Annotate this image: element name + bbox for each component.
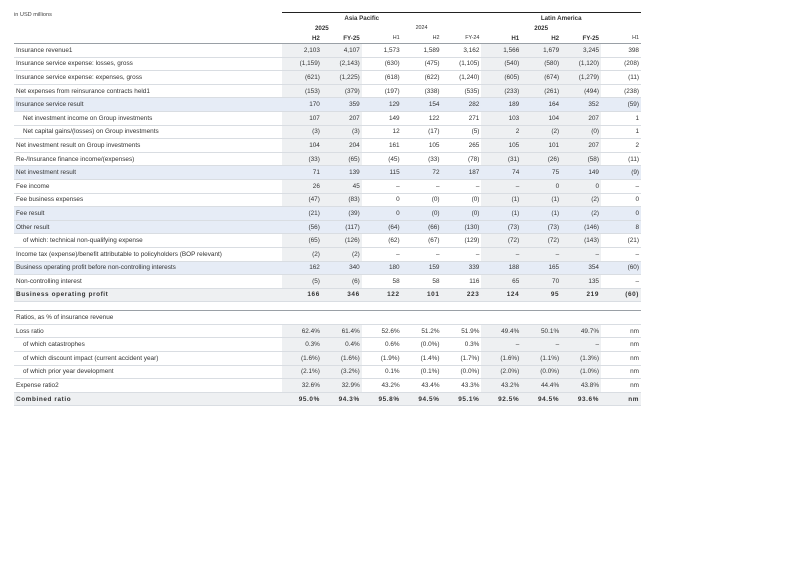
- value-cell: 149: [561, 166, 601, 180]
- table-row: [14, 247, 641, 261]
- value-cell: 101: [521, 139, 561, 153]
- value-cell: (233): [481, 84, 521, 98]
- value-cell: 3,162: [442, 44, 482, 58]
- column-header: FY-24: [442, 33, 482, 44]
- value-cell: 58: [362, 275, 402, 289]
- row-label: Net investment result on Group investments: [14, 139, 282, 153]
- value-cell: 43.4%: [402, 379, 442, 393]
- table-row: [14, 220, 641, 234]
- value-cell: 49.7%: [561, 324, 601, 338]
- value-cell: 0.4%: [322, 338, 362, 352]
- value-cell: (56): [282, 220, 322, 234]
- row-label: Other result: [14, 220, 282, 234]
- value-cell: 104: [521, 111, 561, 125]
- value-cell: 219: [561, 288, 601, 302]
- value-cell: (621): [282, 71, 322, 85]
- row-label: Business operating profit before non-controlling interests: [14, 261, 282, 275]
- value-cell: 94.5%: [521, 392, 561, 406]
- value-cell: 8: [601, 220, 641, 234]
- value-cell: 93.6%: [561, 392, 601, 406]
- value-cell: 129: [362, 98, 402, 112]
- value-cell: (605): [481, 71, 521, 85]
- value-cell: (535): [442, 84, 482, 98]
- value-cell: 95.8%: [362, 392, 402, 406]
- row-label: Business operating profit: [14, 288, 282, 302]
- ratios-title: Ratios, as % of insurance revenue: [14, 311, 641, 325]
- value-cell: (9): [601, 166, 641, 180]
- value-cell: nm: [601, 338, 641, 352]
- table-row: [14, 166, 641, 180]
- value-cell: (1.6%): [282, 352, 322, 366]
- value-cell: (2.0%): [481, 365, 521, 379]
- table-row: [14, 338, 641, 352]
- value-cell: 43.8%: [561, 379, 601, 393]
- value-cell: –: [402, 247, 442, 261]
- value-cell: 94.5%: [402, 392, 442, 406]
- value-cell: 49.4%: [481, 324, 521, 338]
- value-cell: (11): [601, 152, 641, 166]
- table-row: [14, 352, 641, 366]
- value-cell: (1.6%): [481, 352, 521, 366]
- table-row: [14, 288, 641, 302]
- value-cell: 44.4%: [521, 379, 561, 393]
- value-cell: (6): [322, 275, 362, 289]
- value-cell: (83): [322, 193, 362, 207]
- value-cell: (1,225): [322, 71, 362, 85]
- value-cell: 162: [282, 261, 322, 275]
- value-cell: 359: [322, 98, 362, 112]
- row-label: Insurance service expense: losses, gross: [14, 57, 282, 71]
- value-cell: (1): [521, 193, 561, 207]
- table-row: [14, 207, 641, 221]
- value-cell: (208): [601, 57, 641, 71]
- value-cell: (59): [601, 98, 641, 112]
- value-cell: 72: [402, 166, 442, 180]
- value-cell: 61.4%: [322, 324, 362, 338]
- value-cell: (62): [362, 234, 402, 248]
- value-cell: –: [521, 338, 561, 352]
- value-cell: (47): [282, 193, 322, 207]
- value-cell: –: [601, 275, 641, 289]
- header-blank: [14, 13, 282, 24]
- value-cell: (21): [282, 207, 322, 221]
- value-cell: (1): [481, 193, 521, 207]
- value-cell: (1.6%): [322, 352, 362, 366]
- value-cell: (379): [322, 84, 362, 98]
- table-row: [14, 152, 641, 166]
- table-row: [14, 234, 641, 248]
- value-cell: 207: [561, 111, 601, 125]
- value-cell: (238): [601, 84, 641, 98]
- value-cell: nm: [601, 324, 641, 338]
- value-cell: (1.0%): [561, 365, 601, 379]
- value-cell: (65): [322, 152, 362, 166]
- value-cell: (2): [561, 207, 601, 221]
- value-cell: 71: [282, 166, 322, 180]
- table-row: [14, 392, 641, 406]
- value-cell: (0): [402, 193, 442, 207]
- row-label: Net investment income on Group investments: [14, 111, 282, 125]
- row-label: of which prior year development: [14, 365, 282, 379]
- value-cell: (261): [521, 84, 561, 98]
- value-cell: 180: [362, 261, 402, 275]
- value-cell: 0: [601, 207, 641, 221]
- value-cell: 2: [601, 139, 641, 153]
- value-cell: 282: [442, 98, 482, 112]
- value-cell: 43.3%: [442, 379, 482, 393]
- value-cell: (3.2%): [322, 365, 362, 379]
- value-cell: –: [442, 179, 482, 193]
- value-cell: 340: [322, 261, 362, 275]
- value-cell: 352: [561, 98, 601, 112]
- value-cell: nm: [601, 352, 641, 366]
- row-label: Net investment result: [14, 166, 282, 180]
- region-name: Latin America: [481, 13, 641, 24]
- value-cell: 1,589: [402, 44, 442, 58]
- value-cell: 1: [601, 125, 641, 139]
- value-cell: (2): [521, 125, 561, 139]
- value-cell: (0): [402, 207, 442, 221]
- value-cell: 0.1%: [362, 365, 402, 379]
- header-blank: [14, 33, 282, 44]
- region-name: Asia Pacific: [282, 13, 442, 24]
- column-header: H1: [362, 33, 402, 44]
- value-cell: 45: [322, 179, 362, 193]
- value-cell: (1.1%): [521, 352, 561, 366]
- value-cell: nm: [601, 379, 641, 393]
- table-row: [14, 379, 641, 393]
- value-cell: 95.0%: [282, 392, 322, 406]
- value-cell: –: [561, 338, 601, 352]
- table-row: [14, 261, 641, 275]
- row-label: of which catastrophes: [14, 338, 282, 352]
- value-cell: (130): [442, 220, 482, 234]
- value-cell: –: [362, 179, 402, 193]
- value-cell: (26): [521, 152, 561, 166]
- row-label: Fee business expenses: [14, 193, 282, 207]
- value-cell: 265: [442, 139, 482, 153]
- value-cell: (1): [521, 207, 561, 221]
- value-cell: –: [481, 338, 521, 352]
- value-cell: (674): [521, 71, 561, 85]
- value-cell: 75: [521, 166, 561, 180]
- year-label: 2025: [314, 24, 329, 32]
- value-cell: 346: [322, 288, 362, 302]
- row-label: Re-/Insurance finance income/(expenses): [14, 152, 282, 166]
- row-label: of which discount impact (current accident year): [14, 352, 282, 366]
- value-cell: 398: [601, 44, 641, 58]
- row-label: Fee income: [14, 179, 282, 193]
- value-cell: (72): [521, 234, 561, 248]
- table-row: [14, 275, 641, 289]
- value-cell: (60): [601, 288, 641, 302]
- value-cell: (45): [362, 152, 402, 166]
- value-cell: 116: [442, 275, 482, 289]
- value-cell: (1,105): [442, 57, 482, 71]
- value-cell: 32.6%: [282, 379, 322, 393]
- value-cell: (0.1%): [402, 365, 442, 379]
- value-cell: (1.9%): [362, 352, 402, 366]
- value-cell: 354: [561, 261, 601, 275]
- value-cell: 50.1%: [521, 324, 561, 338]
- row-label: Expense ratio2: [14, 379, 282, 393]
- column-header: H1: [481, 33, 521, 44]
- value-cell: (618): [362, 71, 402, 85]
- value-cell: (3): [322, 125, 362, 139]
- value-cell: 139: [322, 166, 362, 180]
- table-row: [14, 193, 641, 207]
- financial-table: [14, 12, 641, 406]
- table-row: [14, 71, 641, 85]
- value-cell: 1: [601, 111, 641, 125]
- value-cell: 159: [402, 261, 442, 275]
- value-cell: 0: [362, 207, 402, 221]
- row-label: Net expenses from reinsurance contracts held1: [14, 84, 282, 98]
- value-cell: 65: [481, 275, 521, 289]
- value-cell: –: [561, 247, 601, 261]
- value-cell: (2.1%): [282, 365, 322, 379]
- value-cell: nm: [601, 392, 641, 406]
- column-header: H1: [601, 33, 641, 44]
- table-row: [14, 57, 641, 71]
- value-cell: 223: [442, 288, 482, 302]
- value-cell: 166: [282, 288, 322, 302]
- table-row: [14, 98, 641, 112]
- column-header: FY-25: [561, 33, 601, 44]
- row-label: Insurance service expense: expenses, gross: [14, 71, 282, 85]
- value-cell: 32.9%: [322, 379, 362, 393]
- value-cell: (630): [362, 57, 402, 71]
- value-cell: 2: [481, 125, 521, 139]
- value-cell: (338): [402, 84, 442, 98]
- column-header: FY-25: [322, 33, 362, 44]
- value-cell: 187: [442, 166, 482, 180]
- value-cell: 1,566: [481, 44, 521, 58]
- value-cell: (5): [282, 275, 322, 289]
- value-cell: –: [481, 179, 521, 193]
- value-cell: (64): [362, 220, 402, 234]
- table-row: [14, 365, 641, 379]
- value-cell: 0: [362, 193, 402, 207]
- value-cell: 154: [402, 98, 442, 112]
- value-cell: 95: [521, 288, 561, 302]
- value-cell: 107: [282, 111, 322, 125]
- value-cell: 189: [481, 98, 521, 112]
- value-cell: (0): [561, 125, 601, 139]
- row-label: of which: technical non-qualifying expense: [14, 234, 282, 248]
- value-cell: 43.2%: [481, 379, 521, 393]
- value-cell: (2): [322, 247, 362, 261]
- value-cell: (5): [442, 125, 482, 139]
- table-row: [14, 139, 641, 153]
- value-cell: 51.9%: [442, 324, 482, 338]
- value-cell: 0: [521, 179, 561, 193]
- value-cell: –: [601, 179, 641, 193]
- value-cell: (540): [481, 57, 521, 71]
- value-cell: 271: [442, 111, 482, 125]
- value-cell: 43.2%: [362, 379, 402, 393]
- value-cell: (0.0%): [521, 365, 561, 379]
- value-cell: 74: [481, 166, 521, 180]
- value-cell: (1.7%): [442, 352, 482, 366]
- value-cell: (73): [481, 220, 521, 234]
- value-cell: (1,120): [561, 57, 601, 71]
- value-cell: 1,573: [362, 44, 402, 58]
- value-cell: (494): [561, 84, 601, 98]
- value-cell: (475): [402, 57, 442, 71]
- value-cell: (21): [601, 234, 641, 248]
- value-cell: 95.1%: [442, 392, 482, 406]
- value-cell: 2,103: [282, 44, 322, 58]
- header-blank: [14, 23, 282, 33]
- value-cell: (622): [402, 71, 442, 85]
- value-cell: 115: [362, 166, 402, 180]
- table-row: [14, 44, 641, 58]
- value-cell: (67): [402, 234, 442, 248]
- value-cell: 339: [442, 261, 482, 275]
- value-cell: (117): [322, 220, 362, 234]
- value-cell: 105: [481, 139, 521, 153]
- year-label: 2025: [534, 24, 549, 32]
- value-cell: (1): [481, 207, 521, 221]
- value-cell: 122: [402, 111, 442, 125]
- value-cell: (65): [282, 234, 322, 248]
- value-cell: 104: [282, 139, 322, 153]
- value-cell: 135: [561, 275, 601, 289]
- value-cell: (2,143): [322, 57, 362, 71]
- row-label: Fee result: [14, 207, 282, 221]
- value-cell: (0.0%): [402, 338, 442, 352]
- value-cell: (126): [322, 234, 362, 248]
- value-cell: (73): [521, 220, 561, 234]
- value-cell: 0.3%: [282, 338, 322, 352]
- value-cell: (580): [521, 57, 561, 71]
- value-cell: 51.2%: [402, 324, 442, 338]
- value-cell: 0: [561, 179, 601, 193]
- value-cell: –: [442, 247, 482, 261]
- row-label: Loss ratio: [14, 324, 282, 338]
- value-cell: (78): [442, 152, 482, 166]
- value-cell: 52.6%: [362, 324, 402, 338]
- value-cell: 105: [402, 139, 442, 153]
- value-cell: (153): [282, 84, 322, 98]
- value-cell: (1,279): [561, 71, 601, 85]
- value-cell: (31): [481, 152, 521, 166]
- value-cell: –: [521, 247, 561, 261]
- value-cell: 12: [362, 125, 402, 139]
- value-cell: 161: [362, 139, 402, 153]
- value-cell: (197): [362, 84, 402, 98]
- row-label: Insurance service result: [14, 98, 282, 112]
- value-cell: (39): [322, 207, 362, 221]
- value-cell: 103: [481, 111, 521, 125]
- value-cell: 58: [402, 275, 442, 289]
- value-cell: 26: [282, 179, 322, 193]
- value-cell: (2): [282, 247, 322, 261]
- value-cell: 1,679: [521, 44, 561, 58]
- row-label: Net capital gains/(losses) on Group investments: [14, 125, 282, 139]
- value-cell: 165: [521, 261, 561, 275]
- value-cell: (1,159): [282, 57, 322, 71]
- value-cell: (0): [442, 207, 482, 221]
- value-cell: 0: [601, 193, 641, 207]
- header-blank: [442, 13, 482, 24]
- value-cell: (146): [561, 220, 601, 234]
- value-cell: (1.4%): [402, 352, 442, 366]
- value-cell: 149: [362, 111, 402, 125]
- value-cell: 3,245: [561, 44, 601, 58]
- value-cell: (11): [601, 71, 641, 85]
- row-label: Combined ratio: [14, 392, 282, 406]
- value-cell: –: [601, 247, 641, 261]
- value-cell: (72): [481, 234, 521, 248]
- table-row: [14, 111, 641, 125]
- value-cell: 124: [481, 288, 521, 302]
- value-cell: 4,107: [322, 44, 362, 58]
- table-row: [14, 84, 641, 98]
- unit-note: in USD millions: [14, 12, 52, 18]
- value-cell: –: [481, 247, 521, 261]
- value-cell: (66): [402, 220, 442, 234]
- value-cell: (0.0%): [442, 365, 482, 379]
- value-cell: 207: [561, 139, 601, 153]
- table-row: [14, 179, 641, 193]
- value-cell: 170: [282, 98, 322, 112]
- value-cell: (143): [561, 234, 601, 248]
- value-cell: 101: [402, 288, 442, 302]
- year-label: 2024: [415, 25, 428, 31]
- value-cell: 92.5%: [481, 392, 521, 406]
- value-cell: 164: [521, 98, 561, 112]
- value-cell: 62.4%: [282, 324, 322, 338]
- table-row: [14, 125, 641, 139]
- column-header: H2: [282, 33, 322, 44]
- row-label: Income tax (expense)/benefit attributable to policyholders (BOP relevant): [14, 247, 282, 261]
- value-cell: 0.6%: [362, 338, 402, 352]
- value-cell: 204: [322, 139, 362, 153]
- value-cell: nm: [601, 365, 641, 379]
- value-cell: (129): [442, 234, 482, 248]
- value-cell: –: [362, 247, 402, 261]
- value-cell: (33): [282, 152, 322, 166]
- value-cell: 70: [521, 275, 561, 289]
- value-cell: (1.3%): [561, 352, 601, 366]
- value-cell: 207: [322, 111, 362, 125]
- row-label: Non-controlling interest: [14, 275, 282, 289]
- value-cell: 0.3%: [442, 338, 482, 352]
- value-cell: 122: [362, 288, 402, 302]
- value-cell: 188: [481, 261, 521, 275]
- value-cell: (2): [561, 193, 601, 207]
- value-cell: (1,240): [442, 71, 482, 85]
- row-label: Insurance revenue1: [14, 44, 282, 58]
- value-cell: –: [402, 179, 442, 193]
- value-cell: (60): [601, 261, 641, 275]
- column-header: H2: [521, 33, 561, 44]
- value-cell: (3): [282, 125, 322, 139]
- spacer: [14, 302, 641, 311]
- table-row: [14, 324, 641, 338]
- value-cell: (0): [442, 193, 482, 207]
- value-cell: 94.3%: [322, 392, 362, 406]
- value-cell: (17): [402, 125, 442, 139]
- header-blank: [601, 23, 641, 33]
- column-header: H2: [402, 33, 442, 44]
- value-cell: (58): [561, 152, 601, 166]
- value-cell: (33): [402, 152, 442, 166]
